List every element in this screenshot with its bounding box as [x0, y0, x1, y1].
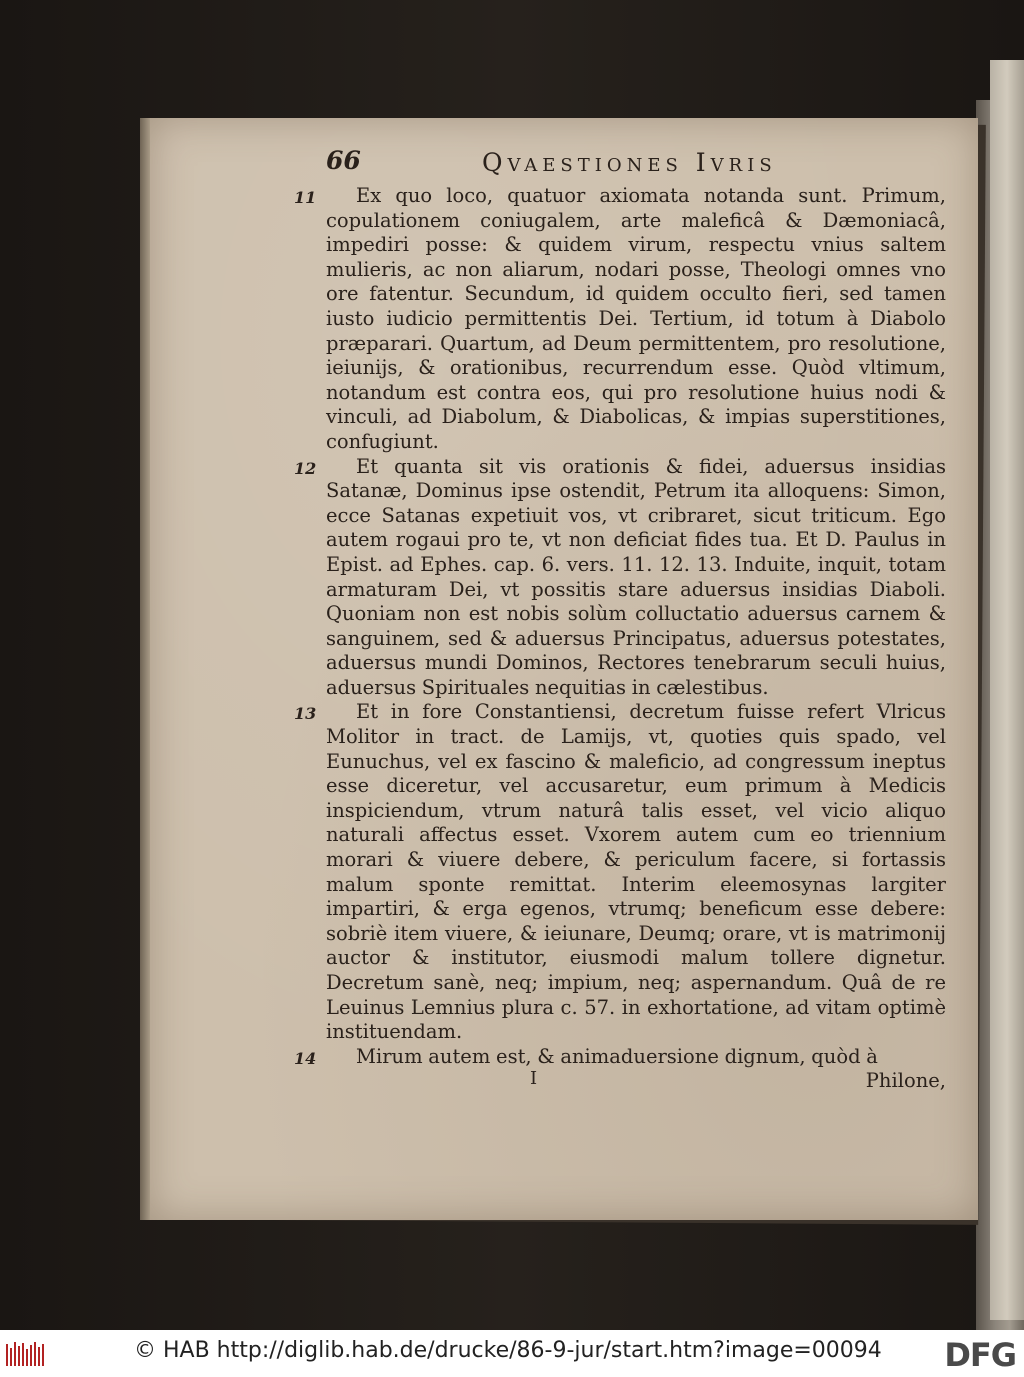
hab-logo-icon	[4, 1340, 48, 1370]
paragraph-text: Et quanta sit vis orationis & fidei, aduersus insidias Satanæ, Dominus ipse ostendit, Petrum ita alloquens: Simon, ecce Satanas expetiuit vos, vt cribraret, sicut triticum. Ego autem rogaui pro te, vt non deficiat fides tua. Et D. Paulus in Epist. ad Ephes. cap. 6. vers. 11. 12. 13. Induite, inquit, totam armaturam Dei, vt possitis stare aduersus insidias Diaboli. Quoniam non est nobis solùm colluctatio aduersus carnem & sanguinem, sed & aduersus Principatus, aduersus potestates, aduersus mundi Dominos, Rectores tenebrarum seculi huius, aduersus Spirituales nequitias in cælestibus.	[326, 454, 946, 699]
paragraph-14	[294, 1044, 946, 1070]
paragraph-text: Mirum autem est, & animaduersione dignum, quòd à	[356, 1044, 878, 1068]
dfg-logo: DFG	[944, 1336, 1016, 1374]
book-page	[150, 118, 978, 1220]
book-fore-edge	[990, 60, 1024, 1320]
margin-number: 11	[294, 188, 317, 207]
viewer-footer	[0, 1330, 1024, 1377]
signature-mark: I	[530, 1068, 538, 1089]
paragraph-text: Et in fore Constantiensi, decretum fuisse refert Vlricus Molitor in tract. de Lamijs, vt, quoties quis spado, vel Eunuchus, vel ex fascino & maleficio, ad congressum ineptus esse diceretur, vel accusaretur, eum primum à Medicis inspiciendum, vtrum naturâ talis esset, vel vicio aliquo naturali affectus esset. Vxorem autem cum eo triennium morari & viuere debere, & periculum facere, si fortassis malum sponte remittat. Interim eleemosynas largiter impartiri, & erga egenos, vtrumq; beneficum esse debere: sobriè item viuere, & ieiunare, Deumq; orare, vt is matrimonij auctor & institutor, eiusmodi malum tollere dignetur. Decretum sanè, neq; impium, neq; aspernandum. Quâ de re Leuinus Lemnius plura c. 57. in exhortatione, ad vitam optimè instituendam.	[326, 700, 946, 1044]
running-title: Qvaestiones Ivris	[482, 148, 777, 177]
margin-number: 14	[294, 1048, 317, 1068]
paragraph-11	[294, 184, 946, 455]
copyright-link[interactable]: © HAB http://diglib.hab.de/drucke/86-9-jur/start.htm?image=00094	[134, 1338, 882, 1363]
text-block	[294, 184, 946, 1094]
margin-number: 12	[294, 458, 317, 478]
paragraph-13	[294, 700, 946, 1044]
page-number: 66	[326, 146, 361, 175]
margin-number: 13	[294, 704, 317, 724]
catchword: Philone,	[865, 1069, 946, 1093]
paragraph-text: Ex quo loco, quatuor axiomata notanda sunt. Primum, copulationem coniugalem, arte maleficâ & Dæmoniacâ, impediri posse: & quidem virum, respectu vnius saltem mulieris, ac non aliarum, nodari posse, Theologi omnes vno ore fatentur. Secundum, id quidem occulto fieri, sed tamen iusto iudicio permittentis Dei. Tertium, id totum à Diabolo præparari. Quartum, ad Deum permittentem, pro resolutione, ieiunijs, & orationibus, recurrendum esse. Quòd vltimum, notandum est contra eos, qui pro resolutione huius nodi & vinculi, ad Diabolum, & Diabolicas, & impias superstitiones, confugiunt.	[326, 184, 946, 453]
paragraph-12	[294, 454, 946, 701]
